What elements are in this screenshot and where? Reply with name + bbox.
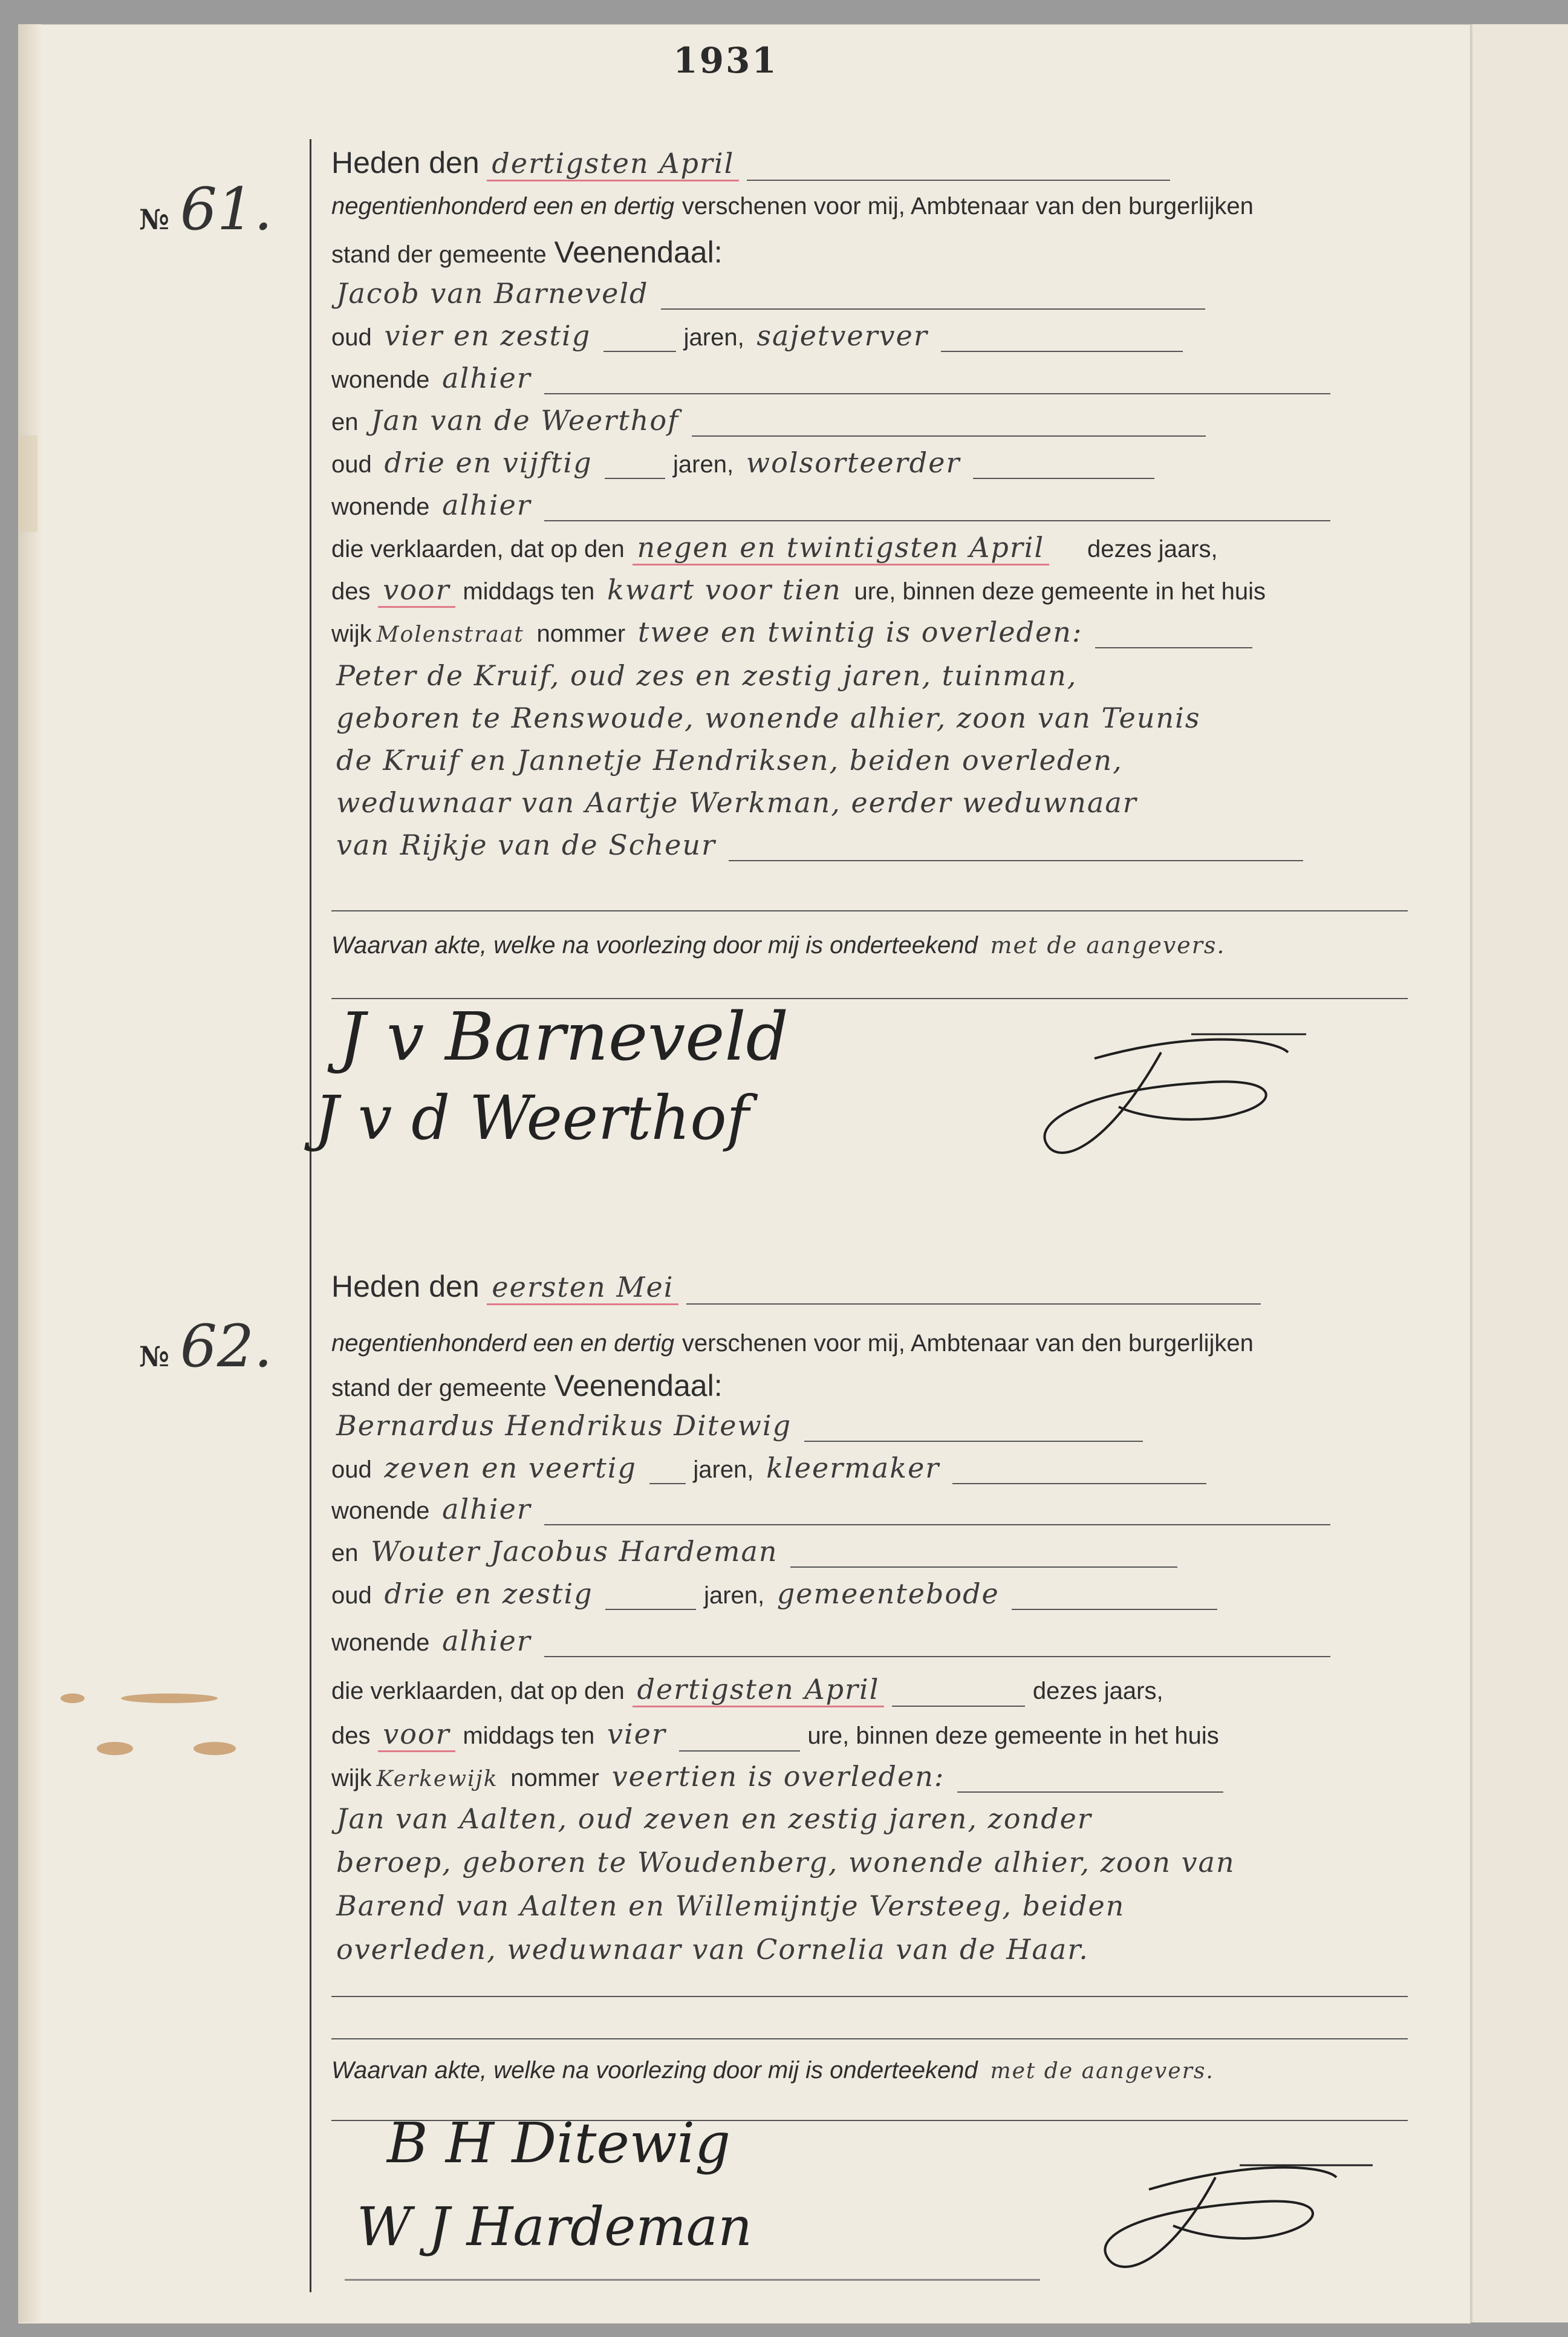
stain <box>121 1693 218 1703</box>
r2-body-2: beroep, geboren te Woudenberg, wonende alhier, zoon van <box>336 1846 1235 1879</box>
r2-body-3: Barend van Aalten en Willemijntje Versteeg, beiden <box>336 1889 1125 1922</box>
r1-line-stand: stand der gemeente Veenendaal: <box>331 235 723 269</box>
r2-rule <box>331 1996 1408 1997</box>
adjacent-page-edge <box>1471 24 1568 2322</box>
r1-body-1: Peter de Kruif, oud zes en zestig jaren, tuinman, <box>336 659 1078 692</box>
r1-age-occ-1: oud vier en zestig jaren, sajetverver <box>331 319 1408 356</box>
r2-signature-2: W J Hardeman <box>357 2195 752 2258</box>
r2-line-stand: stand der gemeente Veenendaal: <box>331 1369 723 1403</box>
r1-date: dertigsten April <box>487 147 739 181</box>
record-number-value: 61. <box>180 175 273 243</box>
r2-line-year: negentienhonderd een en dertig verschenen voor mij, Ambtenaar van den burgerlijken <box>331 1330 1254 1357</box>
r1-closing: Waarvan akte, welke na voorlezing door mij is onderteekend met de aangevers. <box>331 932 1226 959</box>
r1-age-occ-2: oud drie en vijftig jaren, wolsorteerder <box>331 446 1408 483</box>
r1-time: des voor middags ten kwart voor tien ure, binnen deze gemeente in het huis <box>331 573 1408 610</box>
r2-body-1: Jan van Aalten, oud zeven en zestig jaren, zonder <box>336 1802 1092 1835</box>
r2-signature-rule <box>345 2279 1040 2281</box>
r2-date: eersten Mei <box>487 1271 678 1305</box>
record-number-value: 62. <box>180 1312 273 1380</box>
stain <box>97 1742 133 1755</box>
r2-rule-2 <box>331 2038 1408 2039</box>
r1-line-heden: Heden den dertigsten April <box>331 145 1408 181</box>
r1-body-3: de Kruif en Jannetje Hendriksen, beiden overleden, <box>336 744 1123 777</box>
r2-informant-1: Bernardus Hendrikus Ditewig <box>331 1409 1408 1446</box>
r2-informant-2: en Wouter Jacobus Hardeman <box>331 1535 1408 1571</box>
margin-rule <box>310 139 311 2292</box>
record-number-61 <box>139 175 272 243</box>
r1-declared-date: die verklaarden, dat op den negen en twintigsten April dezes jaars, <box>331 531 1408 567</box>
r2-signature-1: B H Ditewig <box>387 2111 730 2176</box>
r2-age-occ-2: oud drie en zestig jaren, gemeentebode <box>331 1577 1408 1614</box>
r1-informant-2: en Jan van de Weerthof <box>331 404 1408 440</box>
r2-residence-2: wonende alhier <box>331 1625 1408 1661</box>
r2-residence-1: wonende alhier <box>331 1493 1408 1529</box>
page-damage <box>19 435 37 532</box>
r2-address: wijk Kerkewijk nommer veertien is overleden: <box>331 1760 1408 1796</box>
year-heading: 1931 <box>673 40 778 81</box>
stain <box>60 1693 85 1703</box>
r1-residence-1: wonende alhier <box>331 362 1408 398</box>
r2-body-4: overleden, weduwnaar van Cornelia van de Haar. <box>336 1933 1089 1966</box>
r2-line-heden: Heden den eersten Mei <box>331 1269 1408 1305</box>
stain <box>194 1742 236 1755</box>
number-label: № <box>139 203 169 236</box>
r1-signature-1: J v Barneveld <box>339 998 789 1075</box>
r2-closing: Waarvan akte, welke na voorlezing door mij is onderteekend met de aangevers. <box>331 2057 1214 2084</box>
r1-line-year: negentienhonderd een en dertig verschenen voor mij, Ambtenaar van den burgerlijken <box>331 193 1254 220</box>
r2-official-signature <box>1082 2135 1385 2280</box>
binding-shadow <box>18 24 41 2322</box>
r1-official-signature <box>1022 1016 1324 1173</box>
r1-informant-1: Jacob van Barneveld <box>331 277 1408 313</box>
r1-rule <box>331 910 1408 911</box>
r1-address: wijk Molenstraat nommer twee en twintig is overleden: <box>331 616 1408 652</box>
r1-signature-2: J v d Weerthof <box>314 1083 749 1153</box>
r1-body-5: van Rijkje van de Scheur <box>331 829 1408 865</box>
r1-body-2: geboren te Renswoude, wonende alhier, zoon van Teunis <box>336 702 1201 734</box>
record-number-62 <box>139 1312 272 1380</box>
r2-declared-date: die verklaarden, dat op den dertigsten April dezes jaars, <box>331 1673 1408 1709</box>
r2-age-occ-1: oud zeven en veertig jaren, kleermaker <box>331 1452 1408 1488</box>
r1-residence-2: wonende alhier <box>331 489 1408 525</box>
number-label: № <box>139 1340 169 1373</box>
r1-body-4: weduwnaar van Aartje Werkman, eerder weduwnaar <box>336 786 1137 819</box>
r2-time: des voor middags ten vier ure, binnen deze gemeente in het huis <box>331 1718 1408 1754</box>
